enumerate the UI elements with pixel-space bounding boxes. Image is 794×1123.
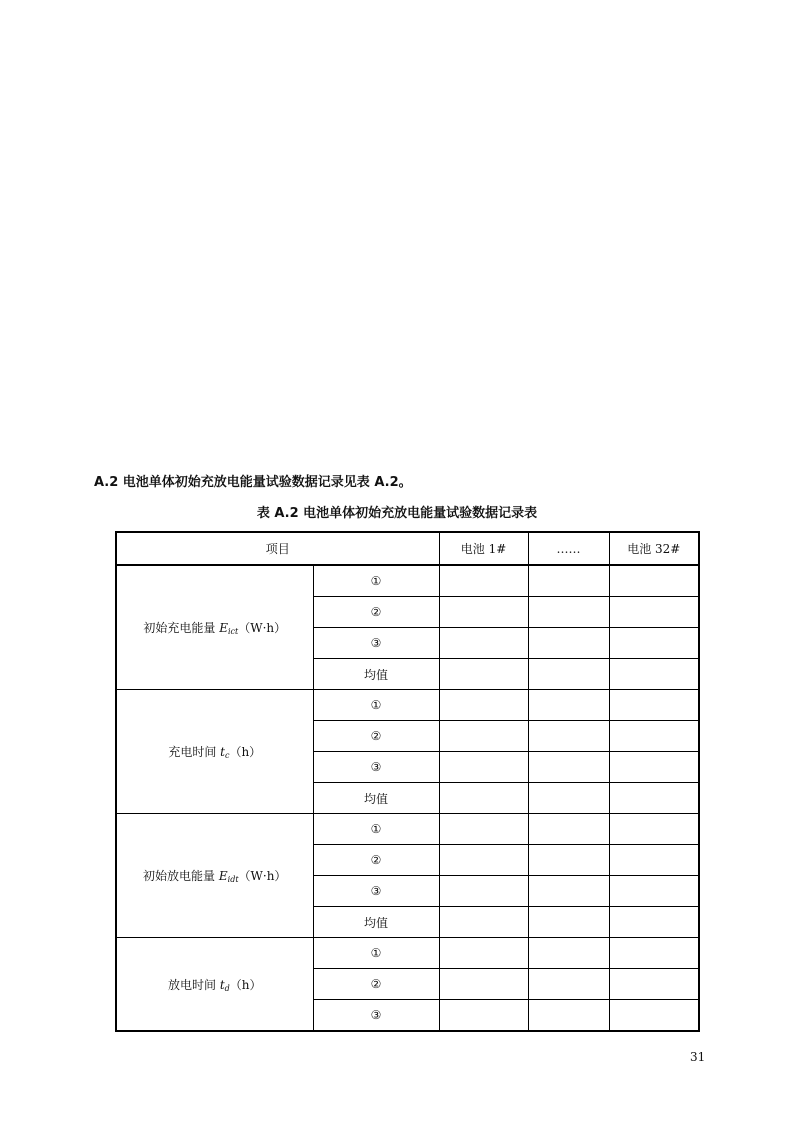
data-cell[interactable] — [609, 597, 699, 628]
data-cell[interactable] — [528, 659, 609, 690]
data-cell[interactable] — [528, 628, 609, 659]
data-cell[interactable] — [439, 565, 528, 597]
data-cell[interactable] — [439, 845, 528, 876]
trial-label: ① — [313, 565, 439, 597]
header-ellipsis: …… — [528, 532, 609, 565]
header-item: 项目 — [116, 532, 439, 565]
data-cell[interactable] — [439, 690, 528, 721]
data-cell[interactable] — [439, 969, 528, 1000]
intro-paragraph: A.2 电池单体初始充放电能量试验数据记录见表 A.2。 — [94, 475, 412, 490]
data-cell[interactable] — [609, 721, 699, 752]
item-initial-charge-energy: 初始充电能量 $E_{ict}(W\cdot h)$ — [116, 565, 313, 690]
data-cell[interactable] — [528, 752, 609, 783]
item-initial-discharge-energy: 初始放电能量 $E_{idt}(W\cdot h)$ — [116, 814, 313, 938]
trial-label: ② — [313, 969, 439, 1000]
table-header-row — [116, 532, 699, 565]
trial-label: ③ — [313, 752, 439, 783]
data-cell[interactable] — [439, 783, 528, 814]
data-cell[interactable] — [439, 876, 528, 907]
header-battery-1: 电池 1# — [439, 532, 528, 565]
trial-label: ② — [313, 845, 439, 876]
data-cell[interactable] — [528, 814, 609, 845]
data-cell[interactable] — [609, 783, 699, 814]
table-row — [116, 565, 699, 597]
table-row — [116, 690, 699, 721]
data-cell[interactable] — [528, 876, 609, 907]
data-cell[interactable] — [439, 814, 528, 845]
header-battery-32: 电池 32# — [609, 532, 699, 565]
average-label: 均值 — [313, 783, 439, 814]
data-cell[interactable] — [609, 690, 699, 721]
data-cell[interactable] — [609, 752, 699, 783]
data-cell[interactable] — [528, 721, 609, 752]
data-cell[interactable] — [528, 938, 609, 969]
data-cell[interactable] — [439, 938, 528, 969]
trial-label: ① — [313, 938, 439, 969]
data-cell[interactable] — [609, 907, 699, 938]
data-cell[interactable] — [439, 597, 528, 628]
data-cell[interactable] — [439, 721, 528, 752]
average-label: 均值 — [313, 907, 439, 938]
data-cell[interactable] — [528, 597, 609, 628]
data-cell[interactable] — [528, 845, 609, 876]
data-cell[interactable] — [439, 752, 528, 783]
trial-label: ② — [313, 721, 439, 752]
data-cell[interactable] — [609, 969, 699, 1000]
table-caption: 表 A.2 电池单体初始充放电能量试验数据记录表 — [256, 506, 538, 521]
trial-label: ③ — [313, 1000, 439, 1032]
data-cell[interactable] — [439, 1000, 528, 1032]
data-cell[interactable] — [609, 845, 699, 876]
average-label: 均值 — [313, 659, 439, 690]
data-cell[interactable] — [609, 876, 699, 907]
data-cell[interactable] — [528, 1000, 609, 1032]
trial-label: ① — [313, 690, 439, 721]
data-cell[interactable] — [528, 969, 609, 1000]
table-row — [116, 814, 699, 845]
data-cell[interactable] — [439, 907, 528, 938]
trial-label: ③ — [313, 876, 439, 907]
data-cell[interactable] — [609, 814, 699, 845]
data-cell[interactable] — [609, 938, 699, 969]
data-cell[interactable] — [609, 628, 699, 659]
data-cell[interactable] — [528, 690, 609, 721]
data-cell[interactable] — [528, 565, 609, 597]
data-cell[interactable] — [528, 783, 609, 814]
data-cell[interactable] — [439, 659, 528, 690]
data-cell[interactable] — [609, 1000, 699, 1032]
item-charge-time: 充电时间 $t_c(h)$ — [116, 690, 313, 814]
data-record-table — [115, 531, 700, 1032]
page-number: 31 — [690, 1050, 706, 1064]
trial-label: ③ — [313, 628, 439, 659]
trial-label: ② — [313, 597, 439, 628]
data-cell[interactable] — [528, 907, 609, 938]
item-discharge-time: 放电时间 $t_d(h)$ — [116, 938, 313, 1032]
data-cell[interactable] — [439, 628, 528, 659]
data-cell[interactable] — [609, 659, 699, 690]
data-cell[interactable] — [609, 565, 699, 597]
trial-label: ① — [313, 814, 439, 845]
table-row — [116, 938, 699, 969]
